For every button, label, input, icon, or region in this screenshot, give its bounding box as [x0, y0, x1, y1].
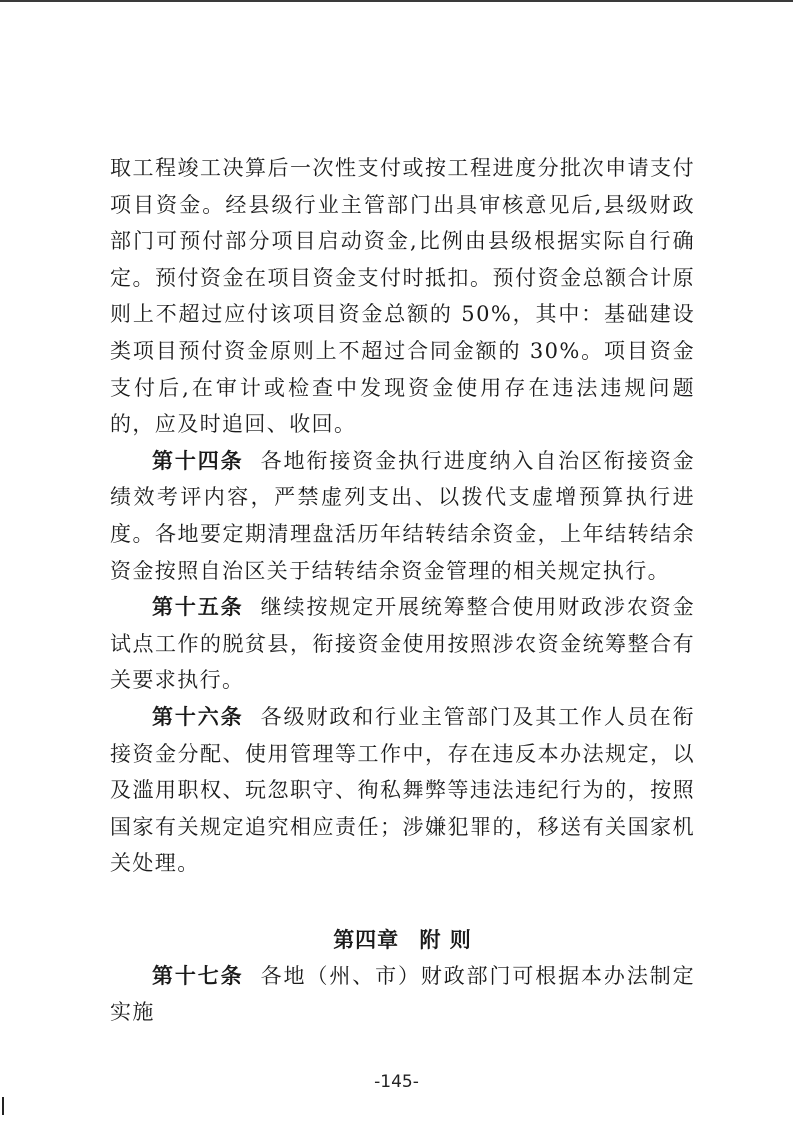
article-text: 各级财政和行业主管部门及其工作人员在衔接资金分配、使用管理等工作中，存在违反本办法规定，以及滥用职权、玩忽职守、徇私舞弊等违法违纪行为的，按照国家有关规定追究相应责任；涉嫌犯罪的，移送有关国家机关处理。: [110, 704, 695, 876]
scan-edge-mark: [2, 1097, 4, 1115]
chapter-heading: [110, 922, 695, 958]
article-number: 第十四条: [152, 447, 244, 473]
page-number: -145-: [374, 1072, 419, 1092]
article-number: 第十七条: [152, 962, 244, 988]
chapter-number: 第四章: [333, 926, 400, 952]
article-number: 第十六条: [152, 703, 244, 729]
top-border-line: [0, 0, 793, 2]
article-text: 各地衔接资金执行进度纳入自治区衔接资金绩效考评内容，严禁虚列支出、以拨代支虚增预算执行进度。各地要定期清理盘活历年结转结余资金，上年结转结余资金按照自治区关于结转结余资金管理的相关规定执行。: [110, 448, 695, 583]
article-16: [110, 699, 695, 882]
article-text: 继续按规定开展统筹整合使用财政涉农资金试点工作的脱贫县，衔接资金使用按照涉农资金统筹整合有关要求执行。: [110, 595, 695, 693]
article-14: [110, 443, 695, 589]
article-text: 各地（州、市）财政部门可根据本办法制定实施: [110, 963, 695, 1025]
article-number: 第十五条: [152, 594, 244, 620]
article-17: [110, 958, 695, 1031]
article-15: [110, 589, 695, 699]
paragraph-text: 取工程竣工决算后一次性支付或按工程进度分批次申请支付项目资金。经县级行业主管部门出具审核意见后,县级财政部门可预付部分项目启动资金,比例由县级根据实际自行确定。预付资金在项目资金支付时抵扣。预付资金总额合计原则上不超过应付该项目资金总额的 50%，其中：基础建设类项目预付资金原则上不超过合同金额的 30%。项目资金支付后,在审计或检查中发现资金使用存在违法违规问题的，应及时追回、收回。: [110, 156, 695, 437]
paragraph-continuation: [110, 150, 695, 443]
chapter-title: 附 则: [419, 926, 472, 952]
document-body: [110, 150, 695, 1031]
